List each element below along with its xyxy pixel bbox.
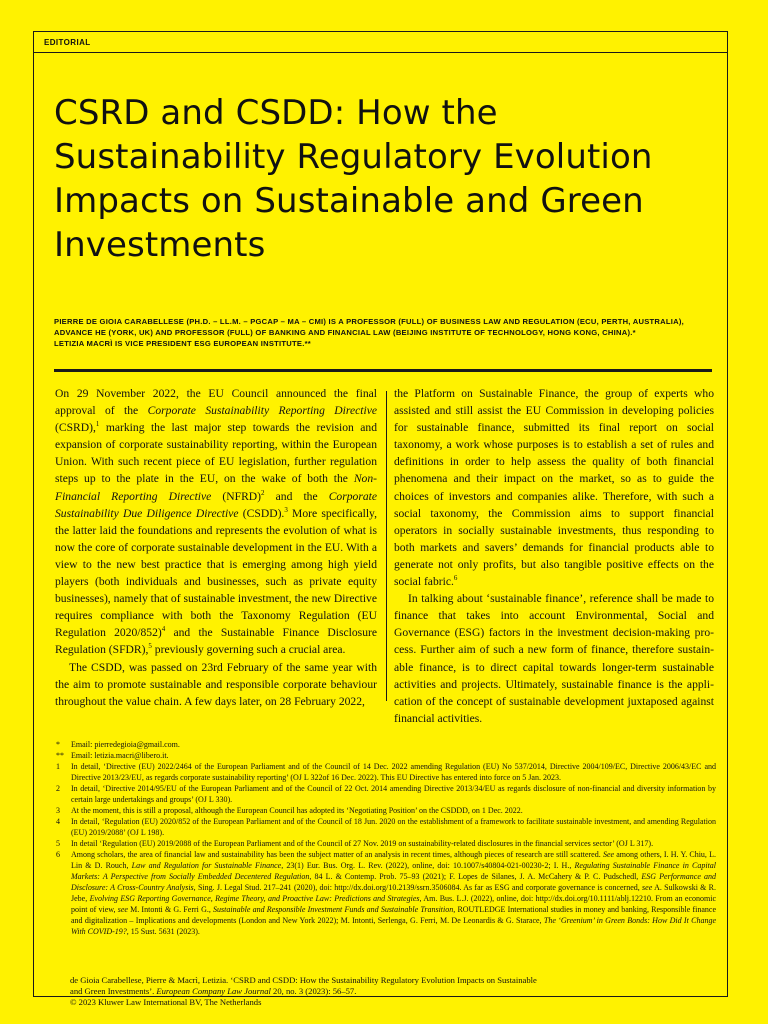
article-page	[33, 31, 728, 1019]
footnote-star-2: ** Email: letizia.macri@libero.it.	[56, 751, 169, 760]
author-line-2: LETIZIA MACRÌ IS VICE PRESIDENT ESG EUROPEAN INSTITUTE.**	[54, 339, 311, 348]
footnote-3: 3 At the moment, this is still a proposal, although the European Council has adopted its ‘Negotiating Position’ on the CSDDD, on 1 Dec. 2022.	[56, 806, 523, 815]
footnote-ref-6[interactable]: 6	[453, 574, 458, 583]
paragraph-4: In talking about ‘sustainable finance’, reference shall be made to finance that takes into account Environmental, Social and Governance (ESG) factors in the investment decision-making process. Further aim of such a new form of finance, therefore sustainable finance, is to direct capital towards longer-term sustainable activities and projects. Ultimately, sustainable finance is the application of the concept of sustainable development juxtaposed against financial activities.	[394, 592, 714, 725]
paragraph-1: On 29 November 2022, the EU Council announced the final approval of the Corporate Sustainability Reporting Directive (CSRD),$^1$ marking the last major step towards the revision and expansion of corporate sustainability reporting, within the European Union. With such recent piece of EU legislation, further regulation steps up to the plate in the EU, on the wake of both the Non-Financial Reporting Directive (NFRD)$^2$ and the Corporate Sustainability Due Diligence Directive (CSDD).$^3$ More specifically, the latter laid the foundations and represents the evolution of what is now the core of corporate sustainable development in the EU. With a view to the new best practice that is emerging among high yield players (both individuals and businesses, such as private equity businesses), namely that of sustainable investment, the new Directive requires compliance with both the Taxonomy Regulation (EU Regulation 2020/852)$^4$ and the Sustainable Finance Disclosure Regulation (SFDR),$^5$ previously governing such a crucial area.	[55, 387, 378, 657]
footnote-1: 1 In detail, ‘Directive (EU) 2022/2464 of the European Parliament and of the Council of 14 Dec. 2022 amending Regulation (EU) No 537/2014, Directive 2004/109/EC, Directive 2006/43/EC and Directive 2013/23/EU, as regards corporate sustainability reporting’ (OJ L 322of 16 Dec. 2022). This EU Directive has entered into force on 5 Jan. 2023.	[56, 762, 716, 782]
footnote-ref-2[interactable]: 2	[261, 488, 265, 497]
journal-name: European Company Law Journal	[156, 986, 271, 996]
footnote-ref-1[interactable]: 1	[95, 420, 100, 429]
footnote-6: 6 Among scholars, the area of financial law and sustainability has been the subject matter of an analysis in recent times, although pieces of research are still scattered. See among others, I. H. Y. Chiu, L. Lin & D. Rouch, Law and Regulation for Sustainable Finance, 23(1) Eur. Bus. Org. L. Rev. (2022), online, doi: 10.1007/s40804-021-00230-2; I. H., Regulating Sustainable Finance in Capital Markets: A Perspective from Socially Embedded Decentered Regulation, 84 L. & Contemp. Prob. 75–93 (2021); F. Lopes de Silanes, J. A. McCahery & P. C. Pudschedl, ESG Performance and Disclosure: A Cross-Country Analysis, Sing. J. Legal Stud. 217–241 (2020), doi: http://dx.doi.org/10.2139/ssrn.3506084. As far as ESG and corporate governance is concerned, see A. Sulkowski & R. Jebe, Evolving ESG Reporting Governance, Regime Theory, and Proactive Law: Predictions and Strategies, Am. Bus. L.J. (2022), online, doi: http://dx.doi.org/10.1111/ablj.12210. From an economic point of view, see M. Intonti & G. Ferri G., Sustainable and Responsible Investment Funds and Sustainable Transition, ROUTLEDGE International studies in money and banking, Responsible finance and digitalization – Implications and developments (London and New York 2022); M. Intonti, Serlenga, G. Ferri, M. De Leonardis & G. Starace, The ‘Greenium’ in Green Bonds: How Did It Change With COVID-19?, 15 Sust. 5631 (2023).	[56, 850, 717, 936]
footnote-ref-4[interactable]: 4	[161, 625, 166, 634]
footnote-4: 4 In detail, ‘Regulation (EU) 2020/852 of the European Parliament and of the Council of 18 Jun. 2020 on the establishment of a framework to facilitate sustainable investment, and amending Regulation (EU) 2019/2088’ (OJ L 198).	[56, 817, 716, 837]
paragraph-3: the Platform on Sustainable Finance, the group of experts who assisted and still assist the EU Commission in developing policies for sustainable finance, submitted its final report on social taxonomy, a work whose purposes is to establish a set of rules and definitions in order to help assess the quality of both financial phenomena and their impact on the market, so as to guide the choices of investors and companies alike. Therefore, with such a social taxonomy, the Commission aims to support financial operators in socially sustainable investments, thus responding to both markets and savers’ demands for financial products able to generate not only profits, but also tangible positive effects on the social fabric.$^6$	[394, 387, 714, 589]
author-line-1: PIERRE DE GIOIA CARABELLESE (PH.D. – LL.M. – PGCAP – MA – CMI) IS A PROFESSOR (FULL) OF BUSINESS LAW AND REGULATION (ECU, PERTH, AUSTRALIA), ADVANCE HE (YORK, UK) AND PROFESSOR (FULL) OF BANKING AND FINANCIAL LAW (BEIJING INSTITUTE OF TECHNOLOGY, HONG KONG, CHINA).*	[54, 317, 685, 337]
citation-block	[70, 975, 720, 1008]
citation-line-2: and Green Investments’. European Company Law Journal 20, no. 3 (2023): 56–57.	[70, 986, 357, 996]
footnote-ref-5[interactable]: 5	[148, 642, 152, 651]
paragraph-2: The CSDD, was passed on 23rd February of the same year with the aim to promote sustainable and responsible corporate behaviour throughout the value chain. A few days later, on 28 February 2022,	[55, 660, 377, 708]
section-tag: EDITORIAL	[33, 31, 728, 52]
article-frame	[33, 52, 728, 997]
body-column-right	[394, 385, 714, 727]
column-divider	[386, 391, 387, 701]
article-title: CSRD and CSDD: How the Sustainability Regulatory Evolution Impacts on Sustainable and Green Investments	[54, 93, 653, 265]
author-info	[54, 316, 719, 349]
title-rule	[54, 369, 712, 372]
copyright-line: © 2023 Kluwer Law International BV, The Netherlands	[70, 997, 262, 1007]
citation-line-1: de Gioia Carabellese, Pierre & Macrì, Letizia. ‘CSRD and CSDD: How the Sustainability Regulatory Evolution Impacts on Sustainable	[70, 975, 537, 985]
footnotes	[52, 739, 716, 937]
body-column-left	[55, 385, 377, 710]
footnote-ref-3[interactable]: 3	[284, 505, 288, 514]
footnote-star-1: * Email: pierredegioia@gmail.com.	[56, 740, 180, 749]
footnote-5: 5 In detail ‘Regulation (EU) 2019/2088 of the European Parliament and of the Council of 27 Nov. 2019 on sustainability-related disclosures in the financial services sector’ (OJ L 317).	[56, 839, 654, 848]
footnote-2: 2 In detail, ‘Directive 2014/95/EU of the European Parliament and of the Council of 22 Oct. 2014 amending Directive 2013/34/EU as regards disclosure of non-financial and diversity information by certain large undertakings and groups’ (OJ L 330).	[56, 784, 716, 804]
